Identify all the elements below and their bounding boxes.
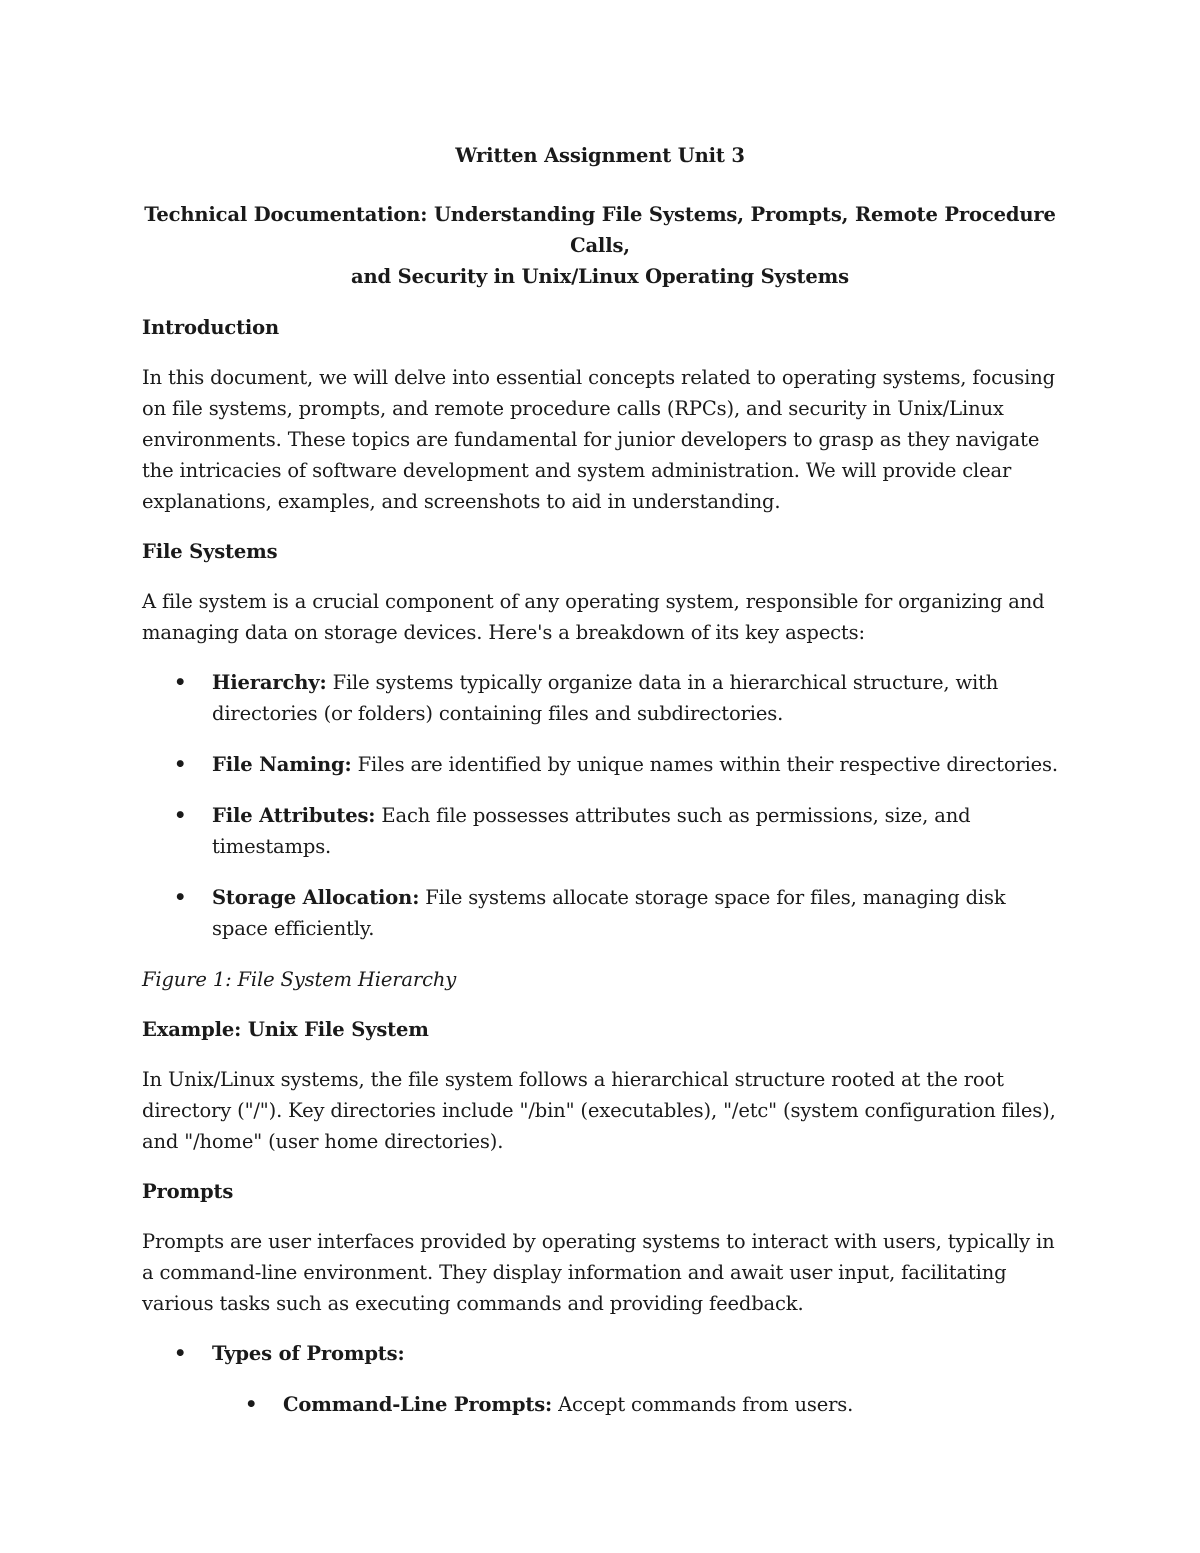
bullet-icon: • [174,671,187,694]
example-heading: Example: Unix File System [142,1018,429,1041]
document-body [142,140,1058,1440]
list-item-text: File systems typically organize data in a hierarchical structure, with directories (or folders) containing files and subdirectories. [212,671,999,725]
list-item-term: File Attributes: [212,804,376,827]
list-item-term: Command-Line Prompts: [283,1393,553,1416]
prompts-paragraph: Prompts are user interfaces provided by operating systems to interact with users, typically in a command-line environment. They display information and await user input, facilitating various tasks such as executing commands and providing feedback. [142,1230,1055,1315]
bullet-icon: • [245,1393,258,1416]
list-item [142,1389,1058,1420]
bullet-icon: • [174,753,187,776]
subtitle-line-2: and Security in Unix/Linux Operating Systems [351,265,849,288]
list-item [142,749,1058,780]
document-subtitle [142,199,1058,292]
list-item-text: Accept commands from users. [552,1393,854,1416]
list-item-term: Types of Prompts: [212,1342,405,1365]
list-item [142,667,1058,729]
introduction-paragraph: In this document, we will delve into essential concepts related to operating systems, focusing on file systems, prompts, and remote procedure calls (RPCs), and security in Unix/Linux environments. These topics are fundamental for junior developers to grasp as they navigate the intricacies of software development and system administration. We will provide clear explanations, examples, and screenshots to aid in understanding. [142,366,1055,513]
bullet-icon: • [174,1342,187,1365]
bullet-icon: • [174,886,187,909]
document-title: Written Assignment Unit 3 [455,144,745,167]
list-item [142,1338,1058,1369]
prompts-heading: Prompts [142,1180,234,1203]
list-item-text: Each file possesses attributes such as permissions, size, and timestamps. [212,804,971,858]
file-system-aspects-list [142,667,1058,944]
file-systems-heading: File Systems [142,540,278,563]
list-item-term: Storage Allocation: [212,886,420,909]
example-paragraph: In Unix/Linux systems, the file system follows a hierarchical structure rooted at the root directory ("/"). Key directories include "/bin" (executables), "/etc" (system configuration files), and "/home" (user home directories). [142,1068,1056,1153]
introduction-heading: Introduction [142,316,280,339]
file-systems-paragraph: A file system is a crucial component of any operating system, responsible for organizing and managing data on storage devices. Here's a breakdown of its key aspects: [142,590,1045,644]
list-item [142,800,1058,862]
subtitle-line-1: Technical Documentation: Understanding File Systems, Prompts, Remote Procedure Calls, [144,203,1056,257]
list-item-text: Files are identified by unique names within their respective directories. [351,753,1058,776]
prompts-list [142,1338,1058,1369]
bullet-icon: • [174,804,187,827]
list-item-term: File Naming: [212,753,352,776]
list-item [142,882,1058,944]
list-item-term: Hierarchy: [212,671,327,694]
figure-caption: Figure 1: File System Hierarchy [142,968,457,991]
prompt-types-list [142,1389,1058,1420]
list-item-text: File systems allocate storage space for files, managing disk space efficiently. [212,886,1006,940]
